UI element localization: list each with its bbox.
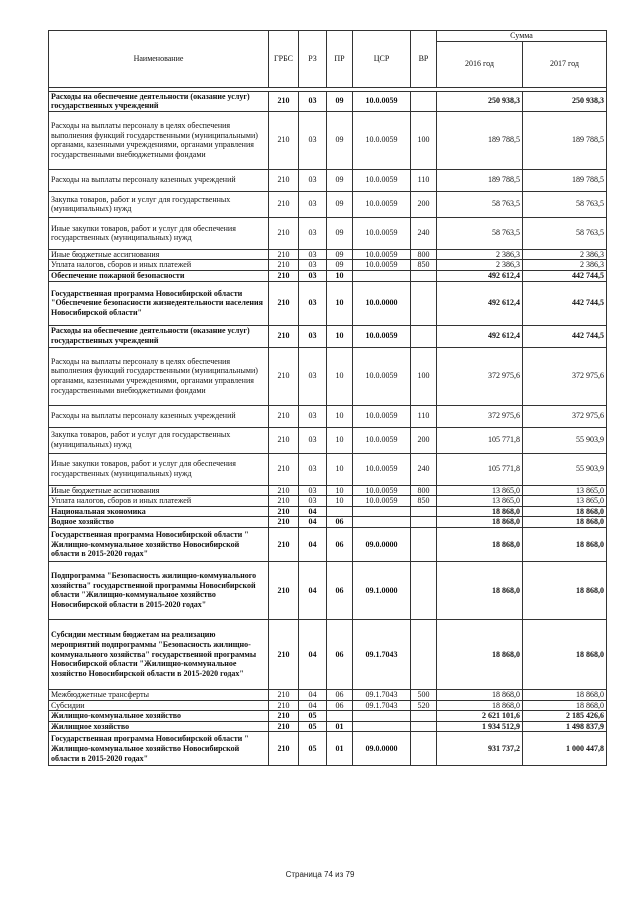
- cell-name: Расходы на выплаты персоналу казенных учреждений: [49, 405, 269, 427]
- cell-pr: 10: [327, 453, 353, 485]
- cell-grbs: 210: [269, 527, 299, 561]
- cell-s2016: 13 865,0: [437, 496, 523, 507]
- cell-rz: 03: [299, 405, 327, 427]
- cell-name: Уплата налогов, сборов и иных платежей: [49, 496, 269, 507]
- cell-s2016: 58 763,5: [437, 191, 523, 217]
- header-name: Наименование: [49, 31, 269, 88]
- cell-s2016: 189 788,5: [437, 111, 523, 169]
- header-2017: 2017 год: [523, 41, 607, 87]
- cell-s2017: 18 868,0: [523, 561, 607, 619]
- cell-vr: [411, 732, 437, 766]
- cell-csr: 10.0.0059: [353, 325, 411, 347]
- cell-s2017: 55 903,9: [523, 453, 607, 485]
- cell-csr: 10.0.0059: [353, 111, 411, 169]
- cell-s2017: 18 868,0: [523, 689, 607, 700]
- cell-name: Иные бюджетные ассигнования: [49, 249, 269, 260]
- table-row: [49, 427, 607, 453]
- cell-rz: 03: [299, 111, 327, 169]
- cell-rz: 03: [299, 169, 327, 191]
- cell-csr: 10.0.0059: [353, 485, 411, 496]
- cell-grbs: 210: [269, 700, 299, 711]
- cell-s2016: 18 868,0: [437, 517, 523, 528]
- cell-csr: 10.0.0059: [353, 249, 411, 260]
- cell-csr: 10.0.0059: [353, 453, 411, 485]
- cell-name: Подпрограмма "Безопасность жилищно-коммунального хозяйства" государственной программы Новосибирской области "Жилищно-коммунальное хозяйство Новосибирской области в 2015-2020 годах": [49, 561, 269, 619]
- cell-pr: 06: [327, 689, 353, 700]
- cell-pr: 10: [327, 325, 353, 347]
- table-row: [49, 561, 607, 619]
- cell-s2017: 372 975,6: [523, 405, 607, 427]
- cell-name: Расходы на обеспечение деятельности (оказание услуг) государственных учреждений: [49, 91, 269, 111]
- cell-rz: 03: [299, 217, 327, 249]
- cell-grbs: 210: [269, 347, 299, 405]
- cell-s2017: 1 498 837,9: [523, 721, 607, 732]
- cell-vr: 800: [411, 249, 437, 260]
- cell-vr: [411, 270, 437, 281]
- cell-vr: 850: [411, 496, 437, 507]
- cell-vr: [411, 711, 437, 722]
- cell-name: Жилищно-коммунальное хозяйство: [49, 711, 269, 722]
- cell-csr: [353, 270, 411, 281]
- cell-name: Расходы на выплаты персоналу казенных учреждений: [49, 169, 269, 191]
- table-row: [49, 485, 607, 496]
- cell-csr: 09.1.7043: [353, 619, 411, 689]
- page-number: Страница 74 из 79: [285, 870, 355, 879]
- cell-s2017: 58 763,5: [523, 217, 607, 249]
- cell-vr: 520: [411, 700, 437, 711]
- cell-grbs: 210: [269, 517, 299, 528]
- cell-s2017: 18 868,0: [523, 527, 607, 561]
- cell-s2017: 18 868,0: [523, 506, 607, 517]
- table-row: [49, 260, 607, 271]
- cell-csr: 10.0.0059: [353, 427, 411, 453]
- table-row: [49, 517, 607, 528]
- cell-s2017: 58 763,5: [523, 191, 607, 217]
- cell-pr: 01: [327, 721, 353, 732]
- cell-vr: 100: [411, 111, 437, 169]
- cell-rz: 03: [299, 191, 327, 217]
- cell-rz: 03: [299, 281, 327, 325]
- cell-csr: 10.0.0059: [353, 169, 411, 191]
- table-row: [49, 249, 607, 260]
- budget-page: [48, 30, 606, 766]
- cell-s2016: 189 788,5: [437, 169, 523, 191]
- cell-pr: [327, 711, 353, 722]
- table-row: [49, 711, 607, 722]
- cell-grbs: 210: [269, 260, 299, 271]
- budget-table: [48, 30, 607, 766]
- cell-s2016: 372 975,6: [437, 347, 523, 405]
- cell-csr: [353, 517, 411, 528]
- cell-name: Государственная программа Новосибирской области " Жилищно-коммунальное хозяйство Новосибирской области в 2015-2020 годах": [49, 732, 269, 766]
- cell-name: Закупка товаров, работ и услуг для государственных (муниципальных) нужд: [49, 427, 269, 453]
- cell-s2016: 492 612,4: [437, 281, 523, 325]
- cell-rz: 04: [299, 506, 327, 517]
- cell-rz: 04: [299, 561, 327, 619]
- cell-name: Уплата налогов, сборов и иных платежей: [49, 260, 269, 271]
- cell-vr: 850: [411, 260, 437, 271]
- cell-grbs: 210: [269, 111, 299, 169]
- cell-vr: 240: [411, 217, 437, 249]
- cell-rz: 03: [299, 496, 327, 507]
- cell-grbs: 210: [269, 91, 299, 111]
- cell-rz: 04: [299, 527, 327, 561]
- cell-csr: 09.0.0000: [353, 732, 411, 766]
- cell-csr: [353, 506, 411, 517]
- cell-pr: 06: [327, 561, 353, 619]
- cell-grbs: 210: [269, 711, 299, 722]
- header-sum: Сумма: [437, 31, 607, 42]
- cell-pr: 01: [327, 732, 353, 766]
- cell-grbs: 210: [269, 191, 299, 217]
- cell-name: Водное хозяйство: [49, 517, 269, 528]
- table-row: [49, 281, 607, 325]
- table-row: [49, 453, 607, 485]
- cell-s2017: 1 000 447,8: [523, 732, 607, 766]
- cell-s2016: 18 868,0: [437, 561, 523, 619]
- table-row: [49, 700, 607, 711]
- cell-grbs: 210: [269, 561, 299, 619]
- cell-s2016: 1 934 512,9: [437, 721, 523, 732]
- cell-rz: 04: [299, 689, 327, 700]
- cell-pr: 09: [327, 111, 353, 169]
- cell-rz: 04: [299, 517, 327, 528]
- cell-rz: 05: [299, 711, 327, 722]
- cell-rz: 04: [299, 619, 327, 689]
- table-row: [49, 689, 607, 700]
- cell-csr: 10.0.0059: [353, 405, 411, 427]
- table-row: [49, 506, 607, 517]
- cell-name: Государственная программа Новосибирской области "Обеспечение безопасности жизнедеятельности населения Новосибирской области": [49, 281, 269, 325]
- cell-pr: 10: [327, 347, 353, 405]
- cell-grbs: 210: [269, 427, 299, 453]
- cell-grbs: 210: [269, 405, 299, 427]
- cell-grbs: 210: [269, 485, 299, 496]
- cell-vr: [411, 721, 437, 732]
- cell-vr: [411, 517, 437, 528]
- cell-grbs: 210: [269, 689, 299, 700]
- cell-rz: 03: [299, 453, 327, 485]
- cell-s2017: 442 744,5: [523, 281, 607, 325]
- cell-s2016: 13 865,0: [437, 485, 523, 496]
- cell-grbs: 210: [269, 270, 299, 281]
- table-row: [49, 619, 607, 689]
- cell-name: Жилищное хозяйство: [49, 721, 269, 732]
- cell-vr: 200: [411, 191, 437, 217]
- cell-s2016: 250 938,3: [437, 91, 523, 111]
- cell-s2017: 18 868,0: [523, 619, 607, 689]
- table-row: [49, 91, 607, 111]
- cell-rz: 03: [299, 91, 327, 111]
- cell-vr: 100: [411, 347, 437, 405]
- cell-s2016: 105 771,8: [437, 427, 523, 453]
- cell-vr: [411, 619, 437, 689]
- header-rz: РЗ: [299, 31, 327, 88]
- cell-pr: 06: [327, 527, 353, 561]
- cell-pr: 10: [327, 496, 353, 507]
- cell-pr: 10: [327, 405, 353, 427]
- cell-s2016: 18 868,0: [437, 506, 523, 517]
- header-grbs: ГРБС: [269, 31, 299, 88]
- cell-csr: 10.0.0059: [353, 91, 411, 111]
- cell-pr: 10: [327, 281, 353, 325]
- cell-rz: 05: [299, 721, 327, 732]
- cell-grbs: 210: [269, 506, 299, 517]
- cell-grbs: 210: [269, 325, 299, 347]
- cell-vr: 110: [411, 169, 437, 191]
- cell-pr: 10: [327, 427, 353, 453]
- cell-vr: [411, 281, 437, 325]
- cell-s2016: 492 612,4: [437, 325, 523, 347]
- cell-pr: 09: [327, 217, 353, 249]
- header-csr: ЦСР: [353, 31, 411, 88]
- cell-pr: 10: [327, 485, 353, 496]
- table-row: [49, 169, 607, 191]
- cell-s2017: 189 788,5: [523, 169, 607, 191]
- cell-name: Расходы на выплаты персоналу в целях обеспечения выполнения функций государственными (муниципальными) органами, казенными учреждениями, органами управления государственными внебюджетными фондами: [49, 347, 269, 405]
- cell-name: Национальная экономика: [49, 506, 269, 517]
- cell-csr: 09.1.7043: [353, 689, 411, 700]
- cell-s2017: 2 386,3: [523, 260, 607, 271]
- cell-s2017: 189 788,5: [523, 111, 607, 169]
- cell-name: Иные закупки товаров, работ и услуг для обеспечения государственных (муниципальных) нужд: [49, 453, 269, 485]
- cell-vr: [411, 325, 437, 347]
- cell-pr: 06: [327, 700, 353, 711]
- cell-csr: [353, 711, 411, 722]
- cell-vr: 110: [411, 405, 437, 427]
- cell-pr: [327, 506, 353, 517]
- cell-pr: 10: [327, 270, 353, 281]
- cell-rz: 03: [299, 427, 327, 453]
- cell-name: Иные закупки товаров, работ и услуг для обеспечения государственных (муниципальных) нужд: [49, 217, 269, 249]
- cell-s2017: 442 744,5: [523, 325, 607, 347]
- cell-csr: 10.0.0059: [353, 260, 411, 271]
- table-row: [49, 732, 607, 766]
- cell-vr: [411, 561, 437, 619]
- cell-name: Межбюджетные трансферты: [49, 689, 269, 700]
- header-vr: ВР: [411, 31, 437, 88]
- cell-vr: 200: [411, 427, 437, 453]
- cell-grbs: 210: [269, 732, 299, 766]
- cell-s2016: 2 386,3: [437, 249, 523, 260]
- cell-pr: 09: [327, 191, 353, 217]
- cell-csr: 10.0.0059: [353, 347, 411, 405]
- table-row: [49, 527, 607, 561]
- cell-s2016: 18 868,0: [437, 527, 523, 561]
- header-2016: 2016 год: [437, 41, 523, 87]
- cell-csr: 10.0.0059: [353, 496, 411, 507]
- cell-grbs: 210: [269, 619, 299, 689]
- cell-vr: 500: [411, 689, 437, 700]
- cell-vr: [411, 91, 437, 111]
- cell-s2017: 18 868,0: [523, 700, 607, 711]
- cell-rz: 03: [299, 260, 327, 271]
- cell-csr: 09.0.0000: [353, 527, 411, 561]
- table-body: [49, 91, 607, 766]
- cell-s2016: 18 868,0: [437, 700, 523, 711]
- header-pr: ПР: [327, 31, 353, 88]
- cell-s2017: 2 185 426,6: [523, 711, 607, 722]
- cell-grbs: 210: [269, 217, 299, 249]
- cell-csr: 10.0.0059: [353, 217, 411, 249]
- cell-s2017: 18 868,0: [523, 517, 607, 528]
- cell-s2017: 442 744,5: [523, 270, 607, 281]
- cell-rz: 04: [299, 700, 327, 711]
- cell-name: Субсидии местным бюджетам на реализацию мероприятий подпрограммы "Безопасность жилищно-коммунального хозяйства" государственной программы Новосибирской области "Жилищно-коммунальное хозяйство Новосибирской области в 2015-2020 годах": [49, 619, 269, 689]
- cell-csr: 09.1.0000: [353, 561, 411, 619]
- cell-name: Государственная программа Новосибирской области " Жилищно-коммунальное хозяйство Новосибирской области в 2015-2020 годах": [49, 527, 269, 561]
- cell-csr: 09.1.7043: [353, 700, 411, 711]
- cell-name: Расходы на обеспечение деятельности (оказание услуг) государственных учреждений: [49, 325, 269, 347]
- cell-vr: 240: [411, 453, 437, 485]
- cell-grbs: 210: [269, 169, 299, 191]
- cell-pr: 09: [327, 249, 353, 260]
- cell-pr: 09: [327, 169, 353, 191]
- cell-grbs: 210: [269, 453, 299, 485]
- cell-s2017: 2 386,3: [523, 249, 607, 260]
- cell-csr: 10.0.0000: [353, 281, 411, 325]
- cell-grbs: 210: [269, 281, 299, 325]
- cell-pr: 09: [327, 260, 353, 271]
- cell-s2016: 2 621 101,6: [437, 711, 523, 722]
- table-row: [49, 217, 607, 249]
- cell-pr: 06: [327, 619, 353, 689]
- cell-name: Иные бюджетные ассигнования: [49, 485, 269, 496]
- cell-rz: 03: [299, 347, 327, 405]
- table-row: [49, 496, 607, 507]
- cell-grbs: 210: [269, 249, 299, 260]
- cell-rz: 03: [299, 249, 327, 260]
- cell-name: Расходы на выплаты персоналу в целях обеспечения выполнения функций государственными (муниципальными) органами, казенными учреждениями, органами управления государственными внебюджетными фондами: [49, 111, 269, 169]
- table-row: [49, 270, 607, 281]
- cell-s2017: 13 865,0: [523, 485, 607, 496]
- cell-vr: [411, 527, 437, 561]
- cell-s2016: 931 737,2: [437, 732, 523, 766]
- table-row: [49, 111, 607, 169]
- table-row: [49, 191, 607, 217]
- cell-csr: 10.0.0059: [353, 191, 411, 217]
- cell-name: Субсидии: [49, 700, 269, 711]
- table-row: [49, 405, 607, 427]
- cell-s2017: 13 865,0: [523, 496, 607, 507]
- table-row: [49, 721, 607, 732]
- cell-s2016: 492 612,4: [437, 270, 523, 281]
- cell-s2016: 18 868,0: [437, 619, 523, 689]
- cell-rz: 05: [299, 732, 327, 766]
- cell-pr: 06: [327, 517, 353, 528]
- cell-s2016: 2 386,3: [437, 260, 523, 271]
- cell-s2017: 250 938,3: [523, 91, 607, 111]
- table-row: [49, 347, 607, 405]
- cell-pr: 09: [327, 91, 353, 111]
- cell-s2017: 372 975,6: [523, 347, 607, 405]
- cell-grbs: 210: [269, 496, 299, 507]
- cell-rz: 03: [299, 270, 327, 281]
- cell-s2016: 105 771,8: [437, 453, 523, 485]
- cell-rz: 03: [299, 485, 327, 496]
- cell-name: Закупка товаров, работ и услуг для государственных (муниципальных) нужд: [49, 191, 269, 217]
- cell-vr: [411, 506, 437, 517]
- cell-s2017: 55 903,9: [523, 427, 607, 453]
- cell-s2016: 372 975,6: [437, 405, 523, 427]
- cell-csr: [353, 721, 411, 732]
- table-row: [49, 325, 607, 347]
- cell-name: Обеспечение пожарной безопасности: [49, 270, 269, 281]
- cell-grbs: 210: [269, 721, 299, 732]
- cell-rz: 03: [299, 325, 327, 347]
- cell-s2016: 18 868,0: [437, 689, 523, 700]
- cell-vr: 800: [411, 485, 437, 496]
- cell-s2016: 58 763,5: [437, 217, 523, 249]
